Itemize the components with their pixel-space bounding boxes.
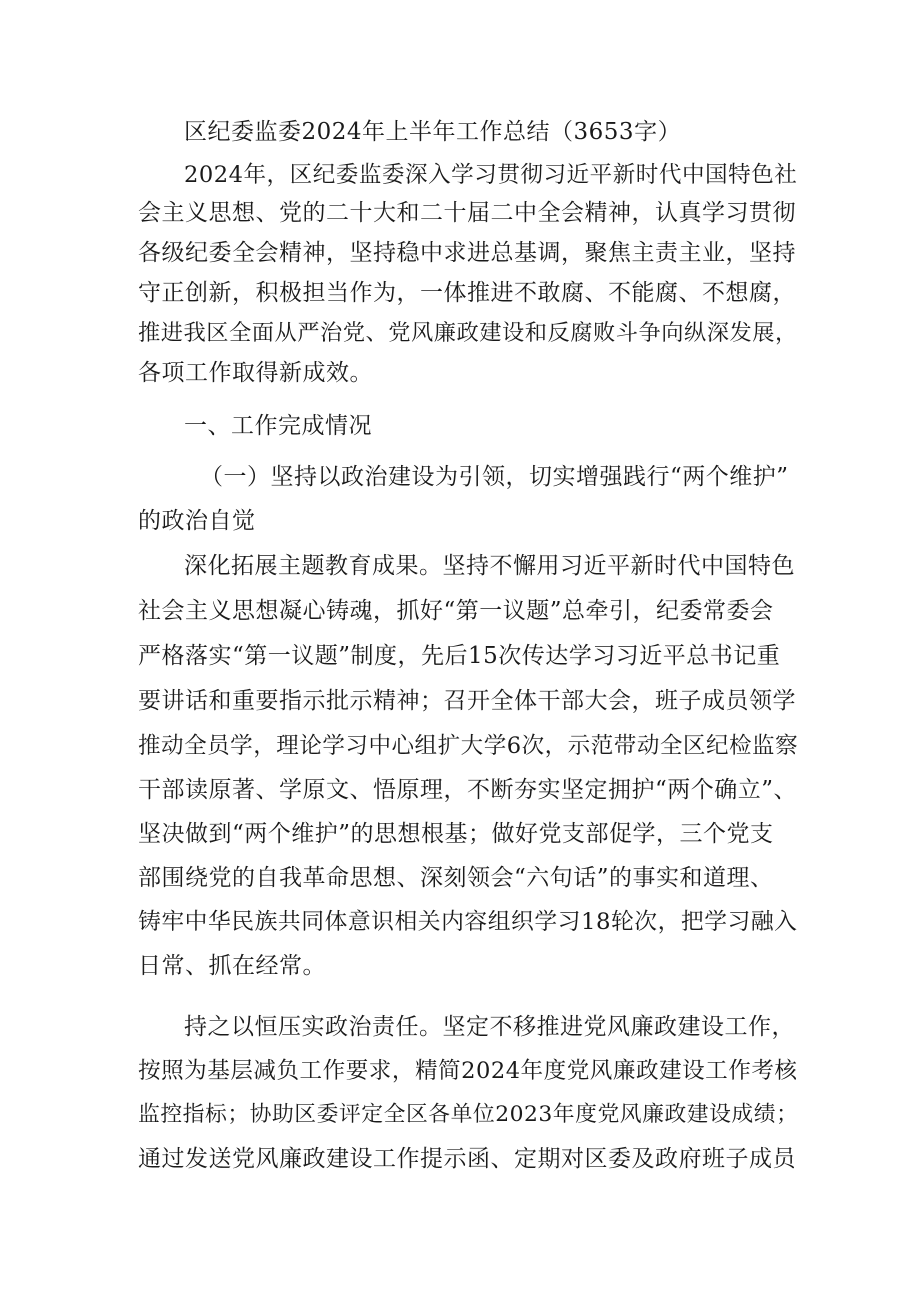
paragraph-line: 按照为基层减负工作要求，精简2024年度党风廉政建设工作考核	[138, 1058, 798, 1084]
paragraph-line: 深化拓展主题教育成果。坚持不懈用习近平新时代中国特色	[184, 553, 795, 579]
paragraph-line: 严格落实“第一议题”制度，先后15次传达学习习近平总书记重	[138, 643, 781, 669]
paragraph-line: 干部读原著、学原文、悟原理，不断夯实坚定拥护“两个确立”、	[138, 777, 798, 803]
paragraph-line: 铸牢中华民族共同体意识相关内容组织学习18轮次，把学习融入	[138, 909, 798, 935]
paragraph-line: 部围绕党的自我革命思想、深刻领会“六句话”的事实和道理、	[138, 865, 774, 891]
paragraph-line: 坚决做到“两个维护”的思想根基；做好党支部促学，三个党支	[138, 821, 774, 847]
intro-line: 各项工作取得新成效。	[138, 360, 373, 386]
intro-line: 2024年，区纪委监委深入学习贯彻习近平新时代中国特色社	[184, 162, 798, 188]
paragraph-line: 要讲话和重要指示批示精神；召开全体干部大会，班子成员领学	[138, 688, 796, 714]
paragraph-line: 推动全员学，理论学习中心组扩大学6次，示范带动全区纪检监察	[138, 733, 799, 759]
paragraph-line: 日常、抓在经常。	[138, 953, 326, 979]
subsection-heading: （一）坚持以政治建设为引领，切实增强践行“两个维护”	[200, 464, 789, 490]
intro-line: 各级纪委全会精神，坚持稳中求进总基调，聚焦主责主业，坚持	[138, 240, 796, 266]
intro-line: 守正创新，积极担当作为，一体推进不敢腐、不能腐、不想腐，	[138, 280, 796, 306]
intro-line: 推进我区全面从严治党、党风廉政建设和反腐败斗争向纵深发展，	[138, 320, 798, 346]
paragraph-line: 监控指标；协助区委评定全区各单位2023年度党风廉政建设成绩；	[138, 1102, 799, 1127]
paragraph-line: 通过发送党风廉政建设工作提示函、定期对区委及政府班子成员	[138, 1146, 796, 1172]
section-heading: 一、工作完成情况	[184, 413, 372, 439]
subsection-heading: 的政治自觉	[138, 508, 256, 534]
document-title: 区纪委监委2024年上半年工作总结（3653字）	[184, 119, 682, 145]
intro-line: 会主义思想、党的二十大和二十届二中全会精神，认真学习贯彻	[138, 200, 796, 226]
paragraph-line: 社会主义思想凝心铸魂，抓好“第一议题”总牵引，纪委常委会	[138, 598, 774, 624]
paragraph-line: 持之以恒压实政治责任。坚定不移推进党风廉政建设工作，	[184, 1014, 795, 1040]
